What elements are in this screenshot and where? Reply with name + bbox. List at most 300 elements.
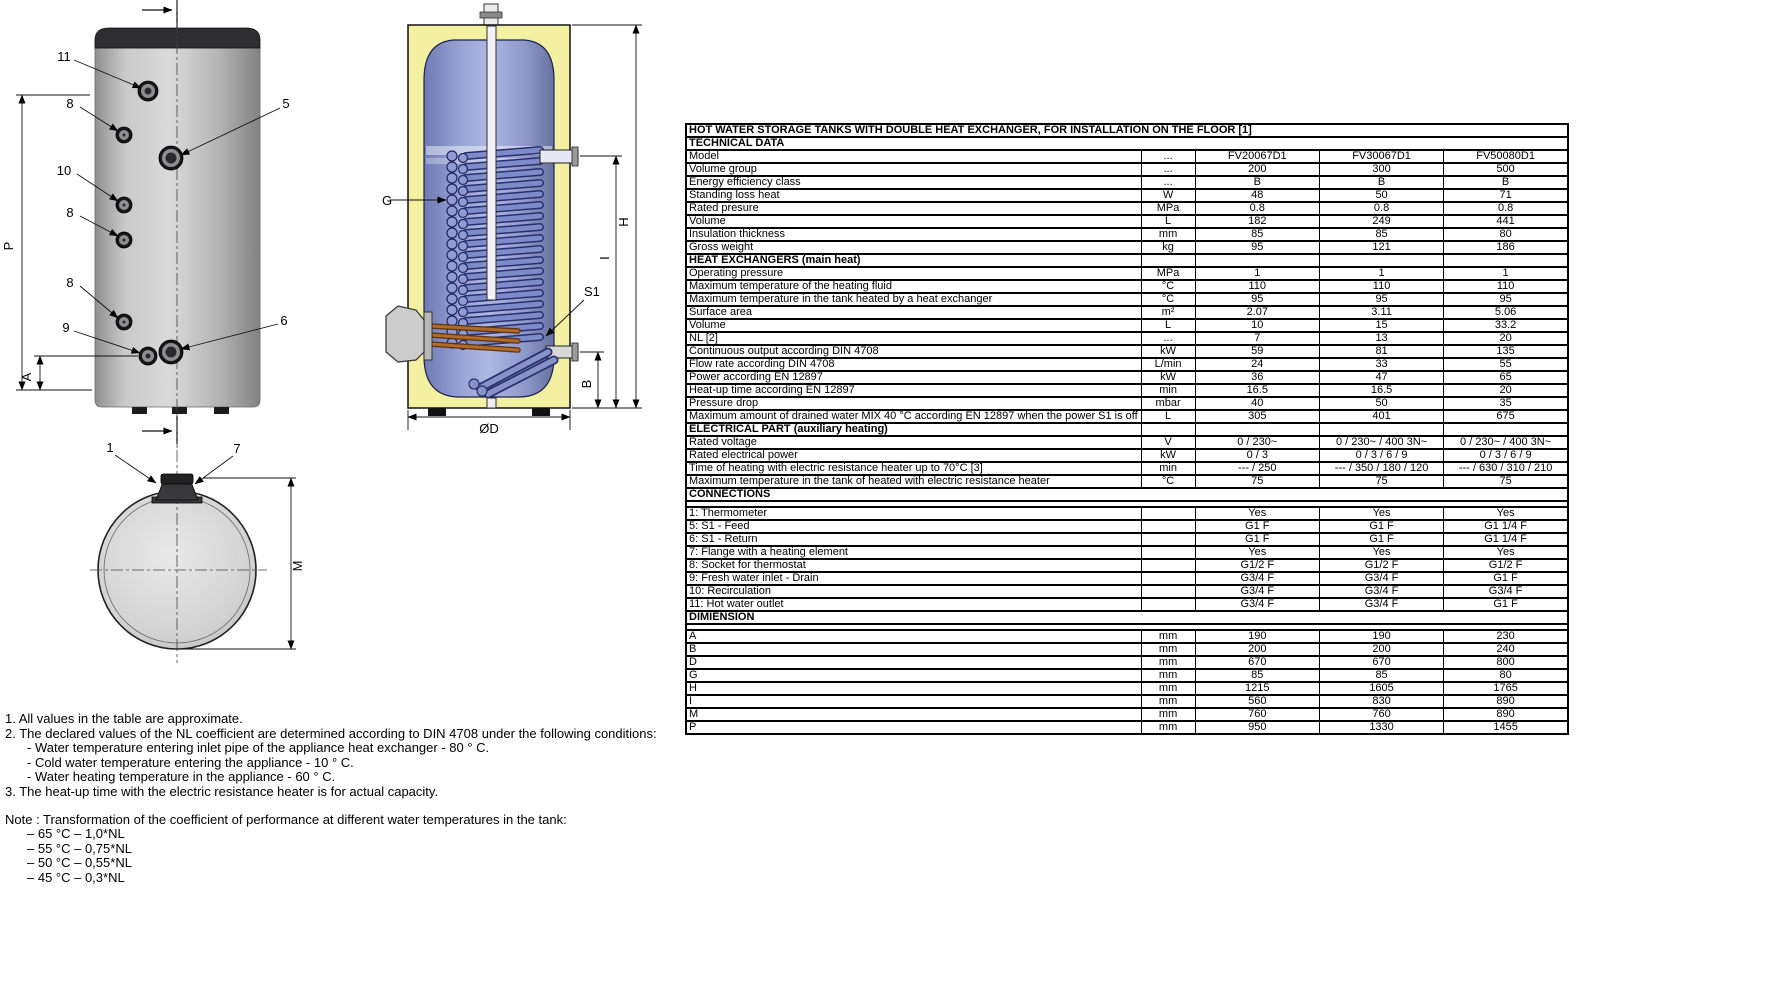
callout-label: 8 xyxy=(66,96,74,111)
unit-cell: kW xyxy=(1141,345,1195,358)
label-g: G xyxy=(382,193,393,208)
value-cell xyxy=(1195,423,1319,436)
row-label-cell: M xyxy=(686,708,1141,721)
value-cell: 95 xyxy=(1195,241,1319,254)
unit-cell: mm xyxy=(1141,656,1195,669)
table-row xyxy=(686,202,1568,215)
unit-cell: V xyxy=(1141,436,1195,449)
value-cell: G1 1/4 F xyxy=(1444,520,1568,533)
value-cell: G1 F xyxy=(1195,520,1319,533)
value-cell: 50 xyxy=(1319,189,1443,202)
dim-a-label: A xyxy=(19,372,34,382)
row-label-cell: 6: S1 - Return xyxy=(686,533,1141,546)
value-cell: 182 xyxy=(1195,215,1319,228)
dimension-p xyxy=(1,95,92,390)
value-cell: 36 xyxy=(1195,371,1319,384)
value-cell: 1 xyxy=(1319,267,1443,280)
unit-cell: mm xyxy=(1141,630,1195,643)
value-cell: --- / 250 xyxy=(1195,462,1319,475)
table-row xyxy=(686,669,1568,682)
table-row xyxy=(686,449,1568,462)
callout-label: 5 xyxy=(282,96,290,111)
table-row xyxy=(686,695,1568,708)
row-label-cell: P xyxy=(686,721,1141,734)
value-cell: 670 xyxy=(1319,656,1443,669)
value-cell xyxy=(1319,254,1443,267)
value-cell: 0 / 3 / 6 / 9 xyxy=(1444,449,1568,462)
unit-cell: mm xyxy=(1141,228,1195,241)
table-row xyxy=(686,163,1568,176)
value-cell: G3/4 F xyxy=(1319,598,1443,611)
row-label-cell: Volume xyxy=(686,319,1141,332)
row-label-cell: Heat-up time according EN 12897 xyxy=(686,384,1141,397)
table-row xyxy=(686,559,1568,572)
value-cell: 1215 xyxy=(1195,682,1319,695)
row-label-cell: 10: Recirculation xyxy=(686,585,1141,598)
note-line: - Cold water temperature entering the appliance - 10 ° C. xyxy=(27,754,354,770)
value-cell: 1 xyxy=(1444,267,1568,280)
row-label-cell: Flow rate according DIN 4708 xyxy=(686,358,1141,371)
row-label-cell: 7: Flange with a heating element xyxy=(686,546,1141,559)
value-cell: 80 xyxy=(1444,669,1568,682)
unit-cell xyxy=(1141,546,1195,559)
table-row xyxy=(686,533,1568,546)
value-cell: G3/4 F xyxy=(1195,598,1319,611)
value-cell: 110 xyxy=(1319,280,1443,293)
row-label-cell: I xyxy=(686,695,1141,708)
note-line: – 65 °C – 1,0*NL xyxy=(27,826,125,842)
unit-cell: mm xyxy=(1141,708,1195,721)
row-label-cell: Maximum temperature in the tank of heated with electric resistance heater xyxy=(686,475,1141,488)
unit-cell: L xyxy=(1141,215,1195,228)
unit-cell: mm xyxy=(1141,695,1195,708)
dimension-b xyxy=(579,352,604,408)
value-cell: 240 xyxy=(1444,643,1568,656)
value-cell: 75 xyxy=(1319,475,1443,488)
value-cell: 0 / 230~ / 400 3N~ xyxy=(1319,436,1443,449)
unit-cell xyxy=(1141,559,1195,572)
table-row xyxy=(686,436,1568,449)
tank-foot xyxy=(214,407,229,414)
dim-i-label: I xyxy=(597,256,612,260)
table-row xyxy=(686,462,1568,475)
value-cell: G1/2 F xyxy=(1195,559,1319,572)
value-cell: G3/4 F xyxy=(1195,572,1319,585)
value-cell xyxy=(1444,254,1568,267)
value-cell xyxy=(1319,423,1443,436)
table-row xyxy=(686,176,1568,189)
value-cell: 200 xyxy=(1195,163,1319,176)
table-row xyxy=(686,475,1568,488)
unit-cell: ... xyxy=(1141,176,1195,189)
value-cell: 200 xyxy=(1195,643,1319,656)
label-s1: S1 xyxy=(584,284,600,299)
value-cell: G1/2 F xyxy=(1319,559,1443,572)
dim-h-label: H xyxy=(616,217,631,227)
value-cell: 85 xyxy=(1319,228,1443,241)
value-cell: B xyxy=(1319,176,1443,189)
row-label-cell: Insulation thickness xyxy=(686,228,1141,241)
value-cell: FV50080D1 xyxy=(1444,150,1568,163)
row-label-cell: 5: S1 - Feed xyxy=(686,520,1141,533)
row-label-cell: ELECTRICAL PART (auxiliary heating) xyxy=(686,423,1141,436)
value-cell: 135 xyxy=(1444,345,1568,358)
table-title-row xyxy=(686,124,1568,137)
unit-cell: min xyxy=(1141,462,1195,475)
value-cell: 75 xyxy=(1444,475,1568,488)
section-header-cell: TECHNICAL DATA xyxy=(686,137,1568,150)
value-cell: 48 xyxy=(1195,189,1319,202)
value-cell: 890 xyxy=(1444,695,1568,708)
unit-cell: °C xyxy=(1141,475,1195,488)
value-cell: G1 F xyxy=(1444,598,1568,611)
value-cell: 186 xyxy=(1444,241,1568,254)
table-row xyxy=(686,598,1568,611)
dimension-i xyxy=(580,156,622,408)
value-cell: 441 xyxy=(1444,215,1568,228)
value-cell: 3.11 xyxy=(1319,306,1443,319)
section-header-cell: CONNECTIONS xyxy=(686,488,1568,501)
value-cell: G3/4 F xyxy=(1444,585,1568,598)
dim-d-label: ØD xyxy=(479,421,499,436)
unit-cell: ... xyxy=(1141,332,1195,345)
value-cell: 560 xyxy=(1195,695,1319,708)
note-line: - Water heating temperature in the appliance - 60 ° C. xyxy=(27,769,336,785)
table-row xyxy=(686,267,1568,280)
table-row xyxy=(686,656,1568,669)
value-cell: G1 F xyxy=(1319,533,1443,546)
row-label-cell: Power according EN 12897 xyxy=(686,371,1141,384)
row-label-cell: Maximum temperature in the tank heated by a heat exchanger xyxy=(686,293,1141,306)
value-cell: 500 xyxy=(1444,163,1568,176)
row-label-cell: Rated electrical power xyxy=(686,449,1141,462)
value-cell: --- / 630 / 310 / 210 xyxy=(1444,462,1568,475)
unit-cell xyxy=(1141,598,1195,611)
value-cell: Yes xyxy=(1195,507,1319,520)
value-cell: 33.2 xyxy=(1444,319,1568,332)
value-cell: 85 xyxy=(1195,669,1319,682)
value-cell: 16.5 xyxy=(1319,384,1443,397)
unit-cell: mm xyxy=(1141,643,1195,656)
value-cell: 305 xyxy=(1195,410,1319,423)
value-cell: 1605 xyxy=(1319,682,1443,695)
value-cell: 0 / 3 xyxy=(1195,449,1319,462)
row-label-cell: Maximum amount of drained water MIX 40 °C according EN 12897 when the power S1 is off xyxy=(686,410,1141,423)
row-label-cell: B xyxy=(686,643,1141,656)
row-label-cell: 8: Socket for thermostat xyxy=(686,559,1141,572)
table-row xyxy=(686,254,1568,267)
value-cell: 55 xyxy=(1444,358,1568,371)
value-cell xyxy=(1444,423,1568,436)
tank-top-cap xyxy=(95,28,260,48)
unit-cell: ... xyxy=(1141,150,1195,163)
value-cell: 59 xyxy=(1195,345,1319,358)
value-cell: Yes xyxy=(1319,507,1443,520)
row-label-cell: H xyxy=(686,682,1141,695)
unit-cell: kg xyxy=(1141,241,1195,254)
value-cell: 65 xyxy=(1444,371,1568,384)
unit-cell xyxy=(1141,520,1195,533)
value-cell: 71 xyxy=(1444,189,1568,202)
value-cell: 95 xyxy=(1319,293,1443,306)
table-row xyxy=(686,708,1568,721)
value-cell: 1 xyxy=(1195,267,1319,280)
dim-b-label: B xyxy=(579,379,594,389)
table-row xyxy=(686,345,1568,358)
notes-block xyxy=(5,712,685,886)
callout-label: 10 xyxy=(56,163,72,178)
value-cell: 675 xyxy=(1444,410,1568,423)
row-label-cell: Volume group xyxy=(686,163,1141,176)
row-label-cell: Energy efficiency class xyxy=(686,176,1141,189)
unit-cell: °C xyxy=(1141,280,1195,293)
row-label-cell: NL [2] xyxy=(686,332,1141,345)
note-line: Note : Transformation of the coefficient of performance at different water temperatures in the tank: xyxy=(5,811,567,827)
value-cell: G3/4 F xyxy=(1319,572,1443,585)
unit-cell: W xyxy=(1141,189,1195,202)
table-row xyxy=(686,410,1568,423)
value-cell: 249 xyxy=(1319,215,1443,228)
value-cell: 10 xyxy=(1195,319,1319,332)
table-section-row xyxy=(686,611,1568,624)
row-label-cell: 1: Thermometer xyxy=(686,507,1141,520)
unit-cell: L xyxy=(1141,410,1195,423)
value-cell: G3/4 F xyxy=(1319,585,1443,598)
value-cell: --- / 350 / 180 / 120 xyxy=(1319,462,1443,475)
tank-foot xyxy=(428,408,446,416)
value-cell: Yes xyxy=(1444,546,1568,559)
table-row xyxy=(686,546,1568,559)
value-cell: 16.5 xyxy=(1195,384,1319,397)
value-cell: 85 xyxy=(1195,228,1319,241)
value-cell: 121 xyxy=(1319,241,1443,254)
table-row xyxy=(686,682,1568,695)
value-cell: G1 F xyxy=(1195,533,1319,546)
value-cell: 0.8 xyxy=(1444,202,1568,215)
unit-cell xyxy=(1141,585,1195,598)
table-row xyxy=(686,630,1568,643)
value-cell: 80 xyxy=(1444,228,1568,241)
table-row xyxy=(686,332,1568,345)
note-line: 3. The heat-up time with the electric resistance heater is for actual capacity. xyxy=(5,783,439,799)
value-cell: G1 F xyxy=(1444,572,1568,585)
row-label-cell: Continuous output according DIN 4708 xyxy=(686,345,1141,358)
unit-cell: mm xyxy=(1141,721,1195,734)
value-cell: 760 xyxy=(1195,708,1319,721)
value-cell: 200 xyxy=(1319,643,1443,656)
table-row xyxy=(686,721,1568,734)
value-cell: 2.07 xyxy=(1195,306,1319,319)
flange-top-detail xyxy=(152,474,202,503)
unit-cell: ... xyxy=(1141,163,1195,176)
center-pipe xyxy=(487,26,496,300)
value-cell: 0 / 230~ / 400 3N~ xyxy=(1444,436,1568,449)
table-row xyxy=(686,572,1568,585)
unit-cell: L xyxy=(1141,319,1195,332)
value-cell: 190 xyxy=(1195,630,1319,643)
row-label-cell: 9: Fresh water inlet - Drain xyxy=(686,572,1141,585)
value-cell: 0 / 3 / 6 / 9 xyxy=(1319,449,1443,462)
callout-1-label: 1 xyxy=(106,440,114,455)
value-cell: 47 xyxy=(1319,371,1443,384)
value-cell: 33 xyxy=(1319,358,1443,371)
value-cell: 760 xyxy=(1319,708,1443,721)
table-row xyxy=(686,319,1568,332)
row-label-cell: G xyxy=(686,669,1141,682)
cross-section-drawing xyxy=(370,0,670,440)
table-row xyxy=(686,371,1568,384)
drain-pipe xyxy=(487,398,496,408)
table-row xyxy=(686,150,1568,163)
row-label-cell: 11: Hot water outlet xyxy=(686,598,1141,611)
table-row xyxy=(686,241,1568,254)
row-label-cell: Maximum temperature of the heating fluid xyxy=(686,280,1141,293)
table-row xyxy=(686,189,1568,202)
table-row xyxy=(686,228,1568,241)
callout-label: 11 xyxy=(57,49,71,64)
value-cell: G1/2 F xyxy=(1444,559,1568,572)
unit-cell xyxy=(1141,572,1195,585)
note-line: 1. All values in the table are approximate. xyxy=(5,711,243,726)
value-cell: 40 xyxy=(1195,397,1319,410)
row-label-cell: D xyxy=(686,656,1141,669)
table-row xyxy=(686,358,1568,371)
value-cell: 890 xyxy=(1444,708,1568,721)
value-cell: B xyxy=(1444,176,1568,189)
row-label-cell: Operating pressure xyxy=(686,267,1141,280)
table-row xyxy=(686,384,1568,397)
note-line: – 45 °C – 0,3*NL xyxy=(27,869,125,885)
unit-cell: L/min xyxy=(1141,358,1195,371)
callout-label: 8 xyxy=(66,205,74,220)
value-cell: 110 xyxy=(1444,280,1568,293)
value-cell: 190 xyxy=(1319,630,1443,643)
value-cell: 81 xyxy=(1319,345,1443,358)
value-cell: FV20067D1 xyxy=(1195,150,1319,163)
value-cell: 7 xyxy=(1195,332,1319,345)
value-cell: 95 xyxy=(1444,293,1568,306)
unit-cell: kW xyxy=(1141,371,1195,384)
value-cell: 300 xyxy=(1319,163,1443,176)
note-line: - Water temperature entering inlet pipe of the appliance heat exchanger - 80 ° C. xyxy=(27,740,490,756)
table-row xyxy=(686,423,1568,436)
row-label-cell: Rated voltage xyxy=(686,436,1141,449)
front-view-drawing xyxy=(0,0,340,465)
unit-cell: °C xyxy=(1141,293,1195,306)
value-cell: 95 xyxy=(1195,293,1319,306)
value-cell: 15 xyxy=(1319,319,1443,332)
value-cell: 75 xyxy=(1195,475,1319,488)
dim-p-label: P xyxy=(1,241,16,251)
value-cell: Yes xyxy=(1319,546,1443,559)
callout-label: 8 xyxy=(66,275,74,290)
note-line xyxy=(5,800,685,813)
s1-feed-pipe xyxy=(540,147,578,166)
section-header-cell: DIMIENSION xyxy=(686,611,1568,624)
value-cell: 110 xyxy=(1195,280,1319,293)
value-cell: 20 xyxy=(1444,384,1568,397)
value-cell: 85 xyxy=(1319,669,1443,682)
value-cell xyxy=(1195,254,1319,267)
value-cell: 13 xyxy=(1319,332,1443,345)
value-cell: 800 xyxy=(1444,656,1568,669)
unit-cell xyxy=(1141,507,1195,520)
table-row xyxy=(686,293,1568,306)
note-line: 2. The declared values of the NL coefficient are determined according to DIN 4708 under the following conditions: xyxy=(5,725,657,741)
value-cell: 0.8 xyxy=(1319,202,1443,215)
unit-cell: mm xyxy=(1141,669,1195,682)
row-label-cell: A xyxy=(686,630,1141,643)
callout-7-label: 7 xyxy=(233,441,241,456)
value-cell: G1 1/4 F xyxy=(1444,533,1568,546)
value-cell: 1330 xyxy=(1319,721,1443,734)
unit-cell xyxy=(1141,254,1195,267)
value-cell: 670 xyxy=(1195,656,1319,669)
note-line: – 55 °C – 0,75*NL xyxy=(27,840,132,856)
row-label-cell: Pressure drop xyxy=(686,397,1141,410)
value-cell: G3/4 F xyxy=(1195,585,1319,598)
table-row xyxy=(686,520,1568,533)
row-label-cell: Volume xyxy=(686,215,1141,228)
value-cell: 401 xyxy=(1319,410,1443,423)
value-cell: 1765 xyxy=(1444,682,1568,695)
top-view-drawing xyxy=(55,438,315,673)
callout-label: 9 xyxy=(62,320,70,335)
row-label-cell: Model xyxy=(686,150,1141,163)
unit-cell: MPa xyxy=(1141,202,1195,215)
table-title-cell: HOT WATER STORAGE TANKS WITH DOUBLE HEAT EXCHANGER, FOR INSTALLATION ON THE FLOOR [1] xyxy=(686,124,1568,137)
value-cell: 24 xyxy=(1195,358,1319,371)
value-cell: G1 F xyxy=(1319,520,1443,533)
unit-cell: MPa xyxy=(1141,267,1195,280)
unit-cell xyxy=(1141,533,1195,546)
section-cut-indicator-top xyxy=(142,0,177,30)
unit-cell xyxy=(1141,423,1195,436)
tank-foot xyxy=(132,407,147,414)
table-row xyxy=(686,585,1568,598)
table-row xyxy=(686,397,1568,410)
unit-cell: mm xyxy=(1141,682,1195,695)
value-cell: 0.8 xyxy=(1195,202,1319,215)
row-label-cell: Surface area xyxy=(686,306,1141,319)
value-cell: 830 xyxy=(1319,695,1443,708)
row-label-cell: Rated presure xyxy=(686,202,1141,215)
value-cell: Yes xyxy=(1444,507,1568,520)
unit-cell: m² xyxy=(1141,306,1195,319)
tank-foot xyxy=(172,407,187,414)
note-line: – 50 °C – 0,55*NL xyxy=(27,855,132,871)
dim-m-label: M xyxy=(290,560,305,572)
tank-foot xyxy=(532,408,550,416)
value-cell: FV30067D1 xyxy=(1319,150,1443,163)
value-cell: 35 xyxy=(1444,397,1568,410)
table-section-row xyxy=(686,488,1568,501)
technical-data-table xyxy=(685,123,1569,735)
callout-label: 6 xyxy=(280,313,288,328)
unit-cell: kW xyxy=(1141,449,1195,462)
value-cell: 50 xyxy=(1319,397,1443,410)
dimension-h xyxy=(572,25,642,408)
value-cell: 20 xyxy=(1444,332,1568,345)
value-cell: Yes xyxy=(1195,546,1319,559)
row-label-cell: Gross weight xyxy=(686,241,1141,254)
table-row xyxy=(686,306,1568,319)
callout-1 xyxy=(106,440,156,483)
value-cell: B xyxy=(1195,176,1319,189)
table-row xyxy=(686,507,1568,520)
table-row xyxy=(686,643,1568,656)
value-cell: 0 / 230~ xyxy=(1195,436,1319,449)
